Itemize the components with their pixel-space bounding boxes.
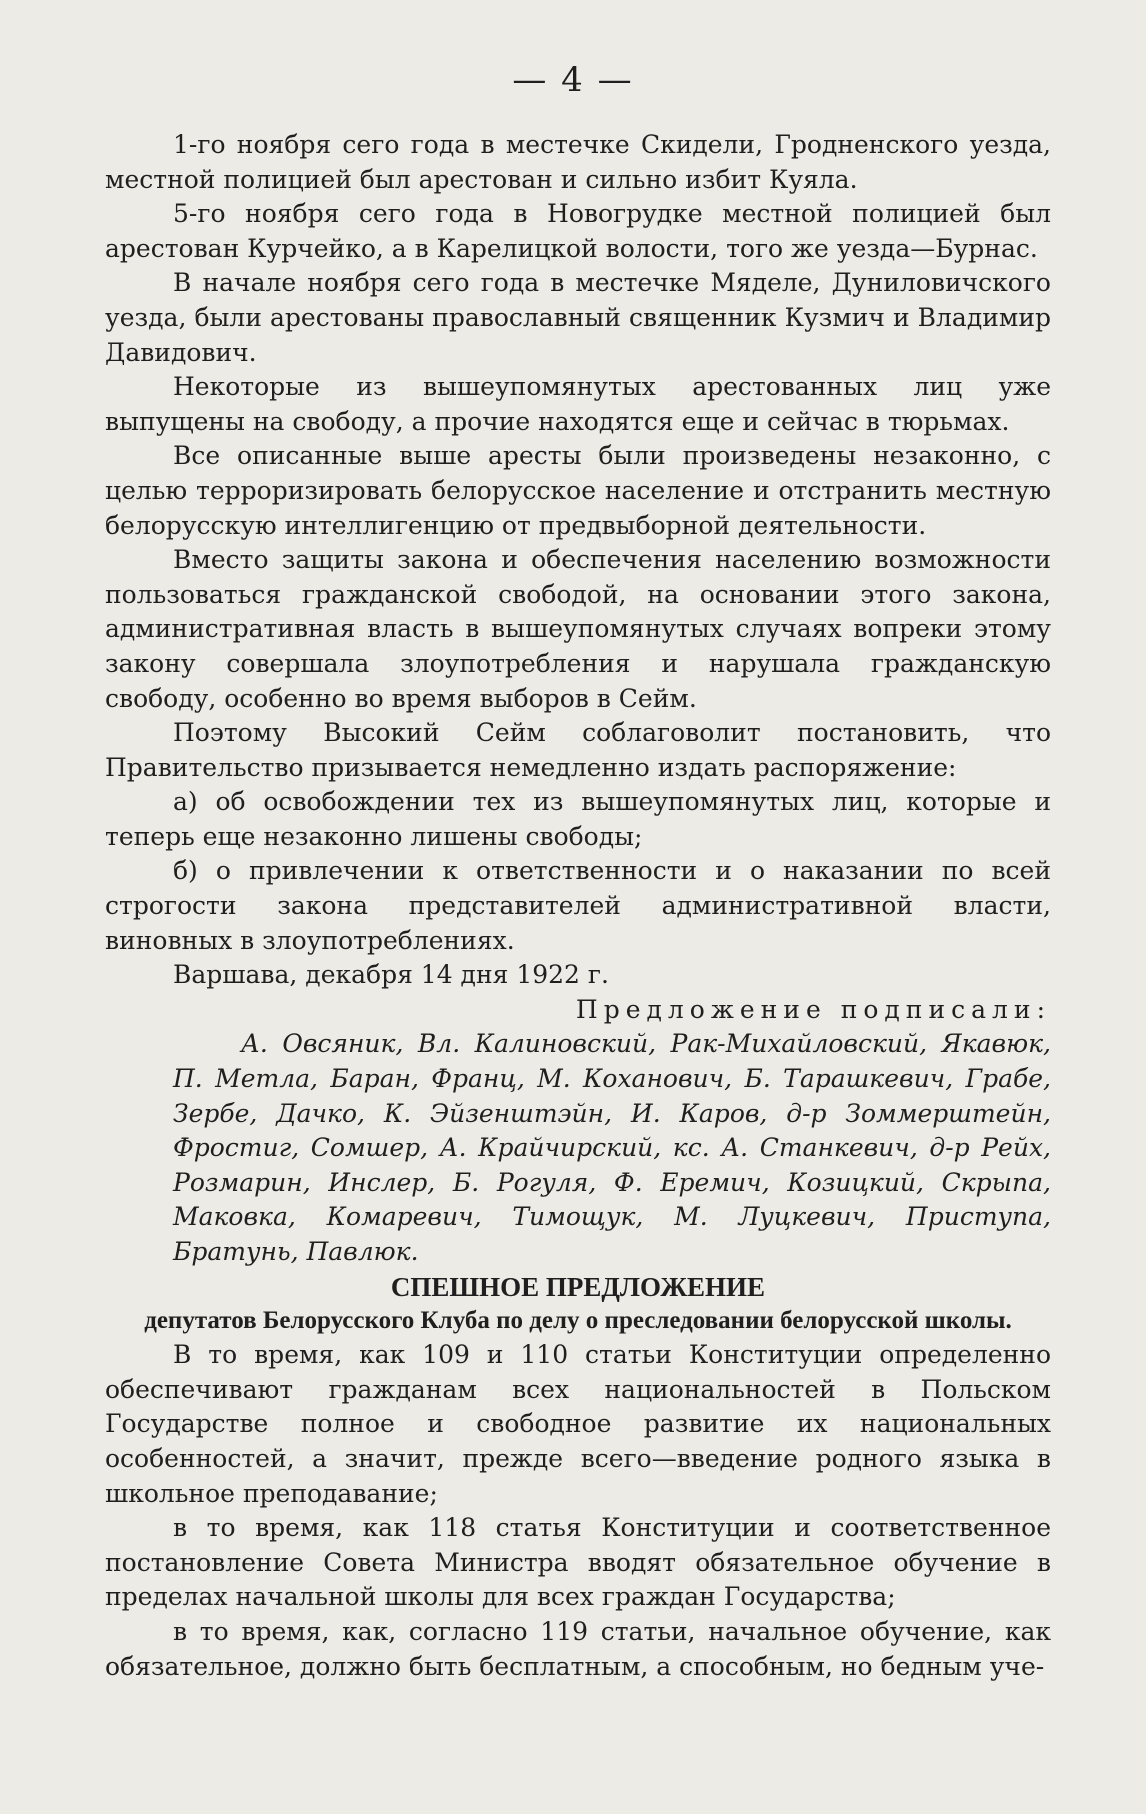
paragraph: а) об освобождении тех из вышеупомянутых лиц, которые и теперь еще незаконно лишены свободы;: [105, 787, 1051, 851]
paragraph: б) о привлечении к ответственности и о наказании по всей строгости закона представителей административной власти, виновных в злоупотреблениях.: [105, 856, 1051, 955]
paragraph: в то время, как 118 статья Конституции и соответственное постановление Совета Министра вводят обязательное обучение в пределах начальной школы для всех граждан Государства;: [105, 1513, 1051, 1612]
signatories-list: А. Овсяник, Вл. Калиновский, Рак-Михайловский, Якавюк, П. Метла, Баран, Франц, М. Коханович, Б. Тарашкевич, Грабе, Зербе, Дачко, К. Эйзенштэйн, И. Каров, д-р Зоммерштейн, Фростиг, Сомшер, А. Крайчирский, кс. А. Станкевич, д-р Рейх, Розмарин, Инслер, Б. Рогуля, Ф. Еремич, Козицкий, Скрыпа, Маковка, Комаревич, Тимощук, М. Луцкевич, Приступа, Братунь, Павлюк.: [173, 1029, 1051, 1266]
paragraph: Некоторые из вышеупомянутых арестованных лиц уже выпущены на свободу, а прочие находятся еще и сейчас в тюрьмах.: [105, 372, 1051, 436]
signed-label: Предложение подписали:: [575, 994, 1051, 1024]
paragraph: Поэтому Высокий Сейм соблаговолит постановить, что Правительство призывается немедленно издать распоряжение:: [105, 718, 1051, 782]
paragraph: в то время, как, согласно 119 статьи, начальное обучение, как обязательное, должно быть бесплатным, а способным, но бедным уче-: [105, 1616, 1051, 1681]
page-number: — 4 —: [512, 60, 634, 100]
paragraph: 1-го ноября сего года в местечке Скидели, Гродненского уезда, местной полицией был арестован и сильно избит Куяла.: [105, 130, 1051, 194]
paragraph: 5-го ноября сего года в Новогрудке местной полицией был арестован Курчейко, а в Карелицкой волости, того же уезда—Бурнас.: [105, 199, 1051, 263]
date-line: Варшава, декабря 14 дня 1922 г.: [173, 960, 609, 990]
section-title: СПЕШНОЕ ПРЕДЛОЖЕНИЕ: [390, 1271, 766, 1302]
document-body: [105, 128, 1051, 1684]
paragraph: В то время, как 109 и 110 статьи Конституции определенно обеспечивают гражданам всех национальностей в Польском Государстве полное и свободное развитие их национальных особенностей, а значит, прежде всего—введение родного языка в школьное преподавание;: [105, 1340, 1051, 1508]
paragraph: Все описанные выше аресты были произведены незаконно, с целью терроризировать белорусское население и отстранить местную белорусскую интеллигенцию от предвыборной деятельности.: [105, 441, 1051, 540]
paragraph: Вместо защиты закона и обеспечения населению возможности пользоваться гражданской свободой, на основании этого закона, административная власть в вышеупомянутых случаях вопреки этому закону совершала злоупотребления и нарушала гражданскую свободу, особенно во время выборов в Сейм.: [105, 545, 1051, 713]
paragraph: В начале ноября сего года в местечке Мяделе, Дуниловичского уезда, были арестованы православный священник Кузмич и Владимир Давидович.: [105, 268, 1051, 367]
section-subtitle: депутатов Белорусского Клуба по делу о преследовании белорусской школы.: [144, 1307, 1012, 1335]
